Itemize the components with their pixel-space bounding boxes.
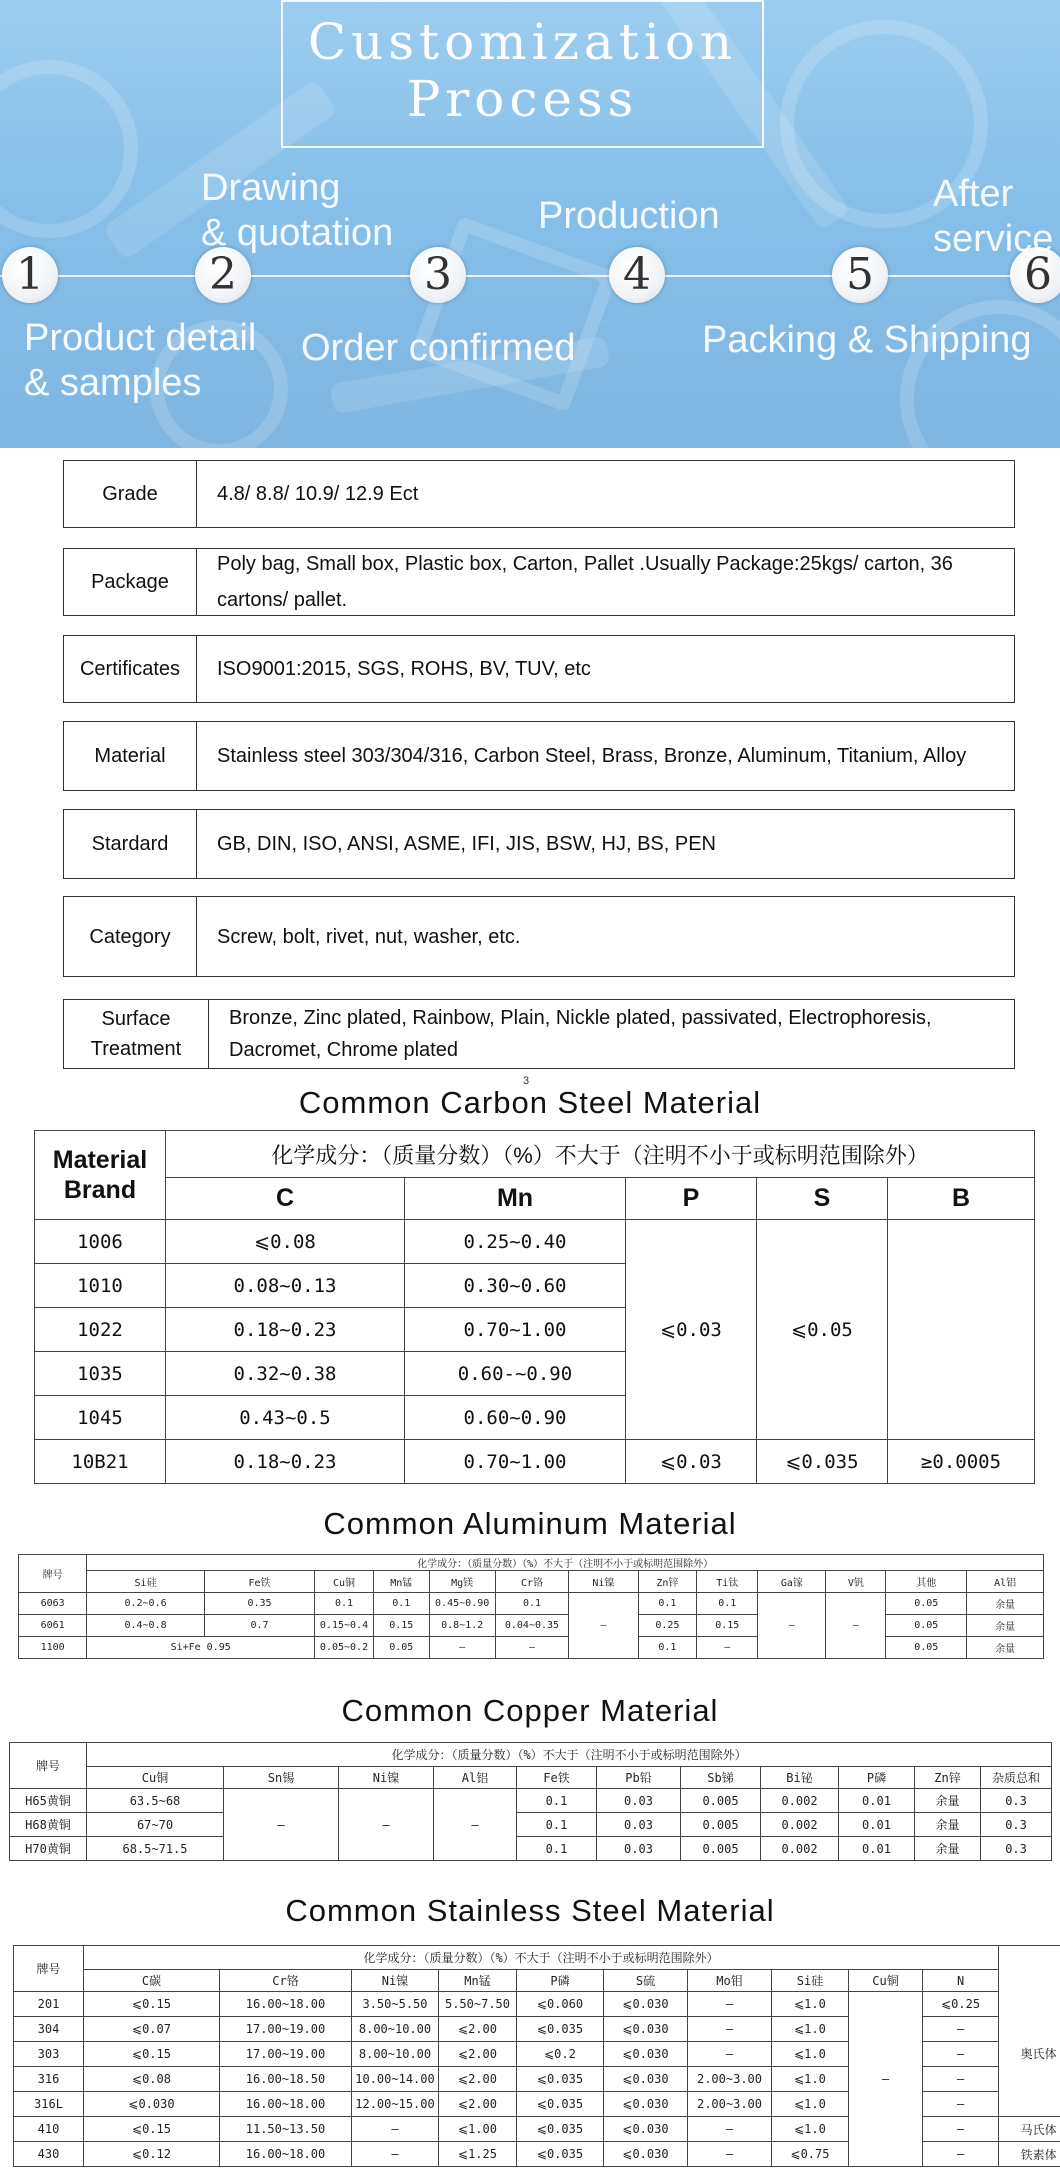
- col-header: Mg镁: [429, 1571, 495, 1593]
- col-header: Al铝: [434, 1767, 517, 1789]
- aluminum-composition-header: 化学成分：（质量分数）（%）不大于（注明不小于或标明范围除外）: [87, 1555, 1044, 1571]
- spec-key: Category: [64, 897, 197, 976]
- value-cell: 68.5~71.5: [87, 1837, 224, 1861]
- spec-value: Bronze, Zinc plated, Rainbow, Plain, Nickle plated, passivated, Electrophoresis, Dacromet, Chrome plated: [229, 1007, 932, 1061]
- value-cell: 3.50~5.50: [352, 1992, 439, 2017]
- brand-cell: 1035: [35, 1352, 166, 1396]
- copper-composition-header: 化学成分：（质量分数）（%）不大于（注明不小于或标明范围除外）: [87, 1743, 1052, 1767]
- value-cell: ⩽0.030: [604, 2017, 688, 2042]
- col-header: P磷: [517, 1970, 604, 1992]
- value-cell: ⩽0.035: [517, 2142, 604, 2167]
- value-cell: 0.05: [373, 1637, 429, 1659]
- value-cell: 0.05: [886, 1615, 967, 1637]
- spec-row-material: [63, 721, 1015, 791]
- value-cell: 余量: [915, 1837, 981, 1861]
- p-shared-cell: ⩽0.03: [626, 1220, 757, 1440]
- value-cell: 0.1: [315, 1593, 374, 1615]
- b-empty-cell: [888, 1220, 1035, 1440]
- step-4-label: Production: [538, 195, 720, 237]
- brand-cell: 201: [14, 1992, 84, 2017]
- value-cell: 8.00~10.00: [352, 2017, 439, 2042]
- col-header: Sb锑: [681, 1767, 761, 1789]
- carbon-steel-title: Common Carbon Steel Material: [298, 1085, 762, 1120]
- col-header: Ni镍: [352, 1970, 439, 1992]
- brand-cell: H65黄铜: [10, 1789, 87, 1813]
- step-5-circle: 5: [832, 247, 888, 303]
- value-cell: —: [923, 2142, 999, 2167]
- value-cell: 0.05: [886, 1593, 967, 1615]
- value-cell: ⩽1.0: [772, 2042, 849, 2067]
- value-cell: 0.1: [638, 1593, 697, 1615]
- c-cell: 0.08~0.13: [166, 1264, 405, 1308]
- carbon-col-b: B: [888, 1178, 1035, 1220]
- col-header: C碳: [84, 1970, 220, 1992]
- spec-value: Screw, bolt, rivet, nut, washer, etc.: [217, 925, 521, 948]
- process-timeline: [0, 275, 1060, 277]
- col-header: P磷: [839, 1767, 915, 1789]
- value-cell: 0.3: [981, 1813, 1052, 1837]
- table-row: [14, 1992, 1060, 2017]
- value-cell: 0.005: [681, 1837, 761, 1861]
- value-cell: ⩽2.00: [439, 2092, 517, 2117]
- value-cell: ⩽0.2: [517, 2042, 604, 2067]
- banner-title-box: [281, 0, 764, 148]
- value-cell: 16.00~18.00: [220, 1992, 352, 2017]
- value-cell: ⩽1.0: [772, 2067, 849, 2092]
- value-cell: 17.00~19.00: [220, 2017, 352, 2042]
- spec-key: Surface Treatment: [64, 1000, 209, 1068]
- stainless-composition-header: 化学成分：（质量分数）（%）不大于（注明不小于或标明范围除外）: [84, 1946, 999, 1970]
- col-header: Fe铁: [204, 1571, 314, 1593]
- value-cell: 0.1: [373, 1593, 429, 1615]
- col-header: Ti钛: [697, 1571, 758, 1593]
- value-cell: 17.00~19.00: [220, 2042, 352, 2067]
- value-cell: ⩽0.030: [604, 2042, 688, 2067]
- col-header: 杂质总和: [981, 1767, 1052, 1789]
- c-cell: 0.18~0.23: [166, 1308, 405, 1352]
- spec-value: Poly bag, Small box, Plastic box, Carton, Pallet .Usually Package:25kgs/ carton, 36 cartons/ pallet.: [217, 553, 953, 611]
- carbon-steel-table: [34, 1130, 1035, 1484]
- value-cell: 0.05: [886, 1637, 967, 1659]
- value-cell: 余量: [967, 1615, 1044, 1637]
- value-cell: ⩽0.15: [84, 1992, 220, 2017]
- brand-cell: 304: [14, 2017, 84, 2042]
- spec-row-surface-treatment: [63, 999, 1015, 1069]
- value-cell: —: [688, 2042, 772, 2067]
- value-cell: ⩽0.030: [604, 1992, 688, 2017]
- col-header: Mn锰: [439, 1970, 517, 1992]
- value-cell: ⩽0.08: [84, 2067, 220, 2092]
- structure-cell: 马氏体: [999, 2117, 1060, 2142]
- value-cell: 0.1: [517, 1837, 597, 1861]
- col-header: Sn锡: [224, 1767, 339, 1789]
- banner-title-line1: Customization: [307, 13, 738, 71]
- step-2-label: Drawing & quotation: [201, 167, 394, 254]
- value-cell: ⩽0.060: [517, 1992, 604, 2017]
- brand-cell: 316: [14, 2067, 84, 2092]
- structure-cell: 奥氏体: [999, 1992, 1060, 2117]
- customization-process-banner: [0, 0, 1060, 448]
- brand-cell: 1006: [35, 1220, 166, 1264]
- value-cell: 0.2~0.6: [87, 1593, 205, 1615]
- table-row: [19, 1593, 1044, 1615]
- spec-key: Grade: [64, 461, 197, 527]
- value-cell: —: [923, 2092, 999, 2117]
- value-cell: ⩽0.030: [604, 2067, 688, 2092]
- col-header: Fe铁: [517, 1767, 597, 1789]
- step-5-label: Packing & Shipping: [702, 319, 1032, 361]
- value-cell: ⩽2.00: [439, 2017, 517, 2042]
- brand-cell: 1045: [35, 1396, 166, 1440]
- value-cell: ⩽0.07: [84, 2017, 220, 2042]
- col-header: Ni镍: [569, 1571, 638, 1593]
- value-cell: ⩽0.15: [84, 2042, 220, 2067]
- col-header: Si硅: [87, 1571, 205, 1593]
- spec-value: ISO9001:2015, SGS, ROHS, BV, TUV, etc: [217, 658, 591, 680]
- col-header: Ga镓: [758, 1571, 826, 1593]
- value-cell: 12.00~15.00: [352, 2092, 439, 2117]
- value-cell: ⩽1.25: [439, 2142, 517, 2167]
- value-cell: ⩽0.030: [84, 2092, 220, 2117]
- value-cell: ⩽0.035: [517, 2117, 604, 2142]
- copper-brand-header: 牌号: [10, 1743, 87, 1789]
- c-cell: ⩽0.08: [166, 1220, 405, 1264]
- step-2-circle: 2: [195, 247, 251, 303]
- table-row: [10, 1813, 1052, 1837]
- value-cell: 余量: [915, 1813, 981, 1837]
- value-cell: 0.35: [204, 1593, 314, 1615]
- spec-value: Stainless steel 303/304/316, Carbon Steel, Brass, Bronze, Aluminum, Titanium, Alloy: [217, 745, 967, 767]
- s-cell: ⩽0.035: [757, 1440, 888, 1484]
- value-cell: ⩽0.030: [604, 2117, 688, 2142]
- value-cell: —: [352, 2117, 439, 2142]
- value-cell: —: [849, 1992, 923, 2167]
- value-cell: —: [923, 2067, 999, 2092]
- banner-title-line2: Process: [406, 70, 639, 128]
- spec-row-package: [63, 548, 1015, 616]
- value-cell: ⩽0.035: [517, 2067, 604, 2092]
- value-cell: 余量: [967, 1593, 1044, 1615]
- value-cell: 0.04~0.35: [495, 1615, 569, 1637]
- value-cell: 11.50~13.50: [220, 2117, 352, 2142]
- value-cell: ⩽0.25: [923, 1992, 999, 2017]
- mn-cell: 0.30~0.60: [405, 1264, 626, 1308]
- value-cell: 0.002: [761, 1813, 839, 1837]
- col-header: Cr铬: [495, 1571, 569, 1593]
- value-cell: —: [688, 1992, 772, 2017]
- step-3-circle: 3: [410, 247, 466, 303]
- col-header: Cu铜: [87, 1767, 224, 1789]
- value-cell: 63.5~68: [87, 1789, 224, 1813]
- value-cell: ⩽0.12: [84, 2142, 220, 2167]
- value-cell: 余量: [967, 1637, 1044, 1659]
- value-cell: 余量: [915, 1789, 981, 1813]
- spec-value: GB, DIN, ISO, ANSI, ASME, IFI, JIS, BSW, HJ, BS, PEN: [217, 833, 717, 855]
- value-cell: —: [429, 1637, 495, 1659]
- value-cell: 0.1: [517, 1789, 597, 1813]
- table-row: [35, 1440, 1035, 1484]
- step-3-label: Order confirmed: [301, 327, 576, 369]
- c-cell: 0.43~0.5: [166, 1396, 405, 1440]
- spec-value: 4.8/ 8.8/ 10.9/ 12.9 Ect: [217, 483, 419, 505]
- mn-cell: 0.60-~0.90: [405, 1352, 626, 1396]
- value-cell: 0.4~0.8: [87, 1615, 205, 1637]
- value-cell: 0.01: [839, 1813, 915, 1837]
- spec-key: Certificates: [64, 636, 197, 702]
- col-header: Al铝: [967, 1571, 1044, 1593]
- table-row: [19, 1637, 1044, 1659]
- col-header: Bi铋: [761, 1767, 839, 1789]
- table-row: [10, 1837, 1052, 1861]
- spec-key: Material: [64, 722, 197, 790]
- col-header: Zn锌: [915, 1767, 981, 1789]
- value-cell: 0.8~1.2: [429, 1615, 495, 1637]
- brand-cell: 303: [14, 2042, 84, 2067]
- value-cell: 0.1: [495, 1593, 569, 1615]
- c-cell: 0.18~0.23: [166, 1440, 405, 1484]
- value-cell: 0.01: [839, 1837, 915, 1861]
- value-cell: —: [688, 2142, 772, 2167]
- col-header: Mn锰: [373, 1571, 429, 1593]
- aluminum-brand-header: 牌号: [19, 1555, 87, 1593]
- page-number: 3: [523, 1075, 530, 1087]
- value-cell: ⩽1.0: [772, 2117, 849, 2142]
- value-cell: ⩽0.030: [604, 2092, 688, 2117]
- spec-row-standard: [63, 809, 1015, 879]
- value-cell: 67~70: [87, 1813, 224, 1837]
- col-header: 其他: [886, 1571, 967, 1593]
- table-row: [19, 1615, 1044, 1637]
- c-cell: 0.32~0.38: [166, 1352, 405, 1396]
- table-row: [35, 1220, 1035, 1264]
- copper-title: Common Copper Material: [341, 1693, 719, 1728]
- value-cell: —: [569, 1593, 638, 1659]
- value-cell: 0.15: [697, 1615, 758, 1637]
- col-header: N: [923, 1970, 999, 1992]
- value-cell: ⩽1.00: [439, 2117, 517, 2142]
- col-header: Cr铬: [220, 1970, 352, 1992]
- b-cell: ≥0.0005: [888, 1440, 1035, 1484]
- value-cell: —: [758, 1593, 826, 1659]
- value-cell: —: [339, 1789, 434, 1861]
- value-cell: 0.1: [697, 1593, 758, 1615]
- mn-cell: 0.25~0.40: [405, 1220, 626, 1264]
- value-cell: —: [697, 1637, 758, 1659]
- structure-cell: 铁素体: [999, 2142, 1060, 2167]
- col-header: Cu铜: [315, 1571, 374, 1593]
- value-cell: 16.00~18.50: [220, 2067, 352, 2092]
- value-cell: 0.15~0.4: [315, 1615, 374, 1637]
- value-cell: 0.25: [638, 1615, 697, 1637]
- step-1-circle: 1: [2, 247, 58, 303]
- col-header: Pb铅: [597, 1767, 681, 1789]
- col-header: Si硅: [772, 1970, 849, 1992]
- carbon-col-p: P: [626, 1178, 757, 1220]
- value-cell: 2.00~3.00: [688, 2092, 772, 2117]
- brand-cell: 430: [14, 2142, 84, 2167]
- value-cell: —: [495, 1637, 569, 1659]
- value-cell: 0.1: [638, 1637, 697, 1659]
- col-header: Zn锌: [638, 1571, 697, 1593]
- brand-cell: H70黄铜: [10, 1837, 87, 1861]
- mn-cell: 0.70~1.00: [405, 1440, 626, 1484]
- aluminum-table: [18, 1554, 1044, 1659]
- mn-cell: 0.60~0.90: [405, 1396, 626, 1440]
- value-cell: 0.7: [204, 1615, 314, 1637]
- value-cell: ⩽0.035: [517, 2017, 604, 2042]
- value-cell: 0.03: [597, 1789, 681, 1813]
- brand-cell: 1010: [35, 1264, 166, 1308]
- value-cell: ⩽2.00: [439, 2067, 517, 2092]
- value-cell: —: [688, 2117, 772, 2142]
- carbon-col-c: C: [166, 1178, 405, 1220]
- stainless-brand-header: 牌号: [14, 1946, 84, 1992]
- p-cell: ⩽0.03: [626, 1440, 757, 1484]
- value-cell: 0.002: [761, 1837, 839, 1861]
- step-6-circle: 6: [1010, 247, 1060, 303]
- col-header: V钒: [826, 1571, 886, 1593]
- value-cell: 16.00~18.00: [220, 2142, 352, 2167]
- value-cell: 0.15: [373, 1615, 429, 1637]
- copper-table: [9, 1742, 1052, 1861]
- carbon-col-mn: Mn: [405, 1178, 626, 1220]
- value-cell: 0.01: [839, 1789, 915, 1813]
- brand-cell: 1100: [19, 1637, 87, 1659]
- value-cell: ⩽0.030: [604, 2142, 688, 2167]
- value-cell: —: [352, 2142, 439, 2167]
- col-header: Mo钼: [688, 1970, 772, 1992]
- step-4-circle: 4: [609, 247, 665, 303]
- value-cell: 0.3: [981, 1789, 1052, 1813]
- value-cell: 10.00~14.00: [352, 2067, 439, 2092]
- value-cell: 16.00~18.00: [220, 2092, 352, 2117]
- step-1-label: Product detail & samples: [24, 317, 257, 404]
- value-cell: ⩽0.15: [84, 2117, 220, 2142]
- mn-cell: 0.70~1.00: [405, 1308, 626, 1352]
- value-cell: —: [434, 1789, 517, 1861]
- value-cell: ⩽0.75: [772, 2142, 849, 2167]
- nut-decoration-icon: [0, 60, 138, 238]
- value-cell: 0.3: [981, 1837, 1052, 1861]
- value-cell: —: [688, 2017, 772, 2042]
- value-cell: 0.03: [597, 1813, 681, 1837]
- brand-cell: H68黄铜: [10, 1813, 87, 1837]
- col-header: S硫: [604, 1970, 688, 1992]
- value-cell: 0.1: [517, 1813, 597, 1837]
- value-cell: ⩽0.035: [517, 2092, 604, 2117]
- value-cell: 2.00~3.00: [688, 2067, 772, 2092]
- value-cell: 0.03: [597, 1837, 681, 1861]
- carbon-col-s: S: [757, 1178, 888, 1220]
- value-cell: —: [224, 1789, 339, 1861]
- stainless-title: Common Stainless Steel Material: [285, 1893, 775, 1928]
- value-cell: ⩽2.00: [439, 2042, 517, 2067]
- spec-row-certificates: [63, 635, 1015, 703]
- structure-header-empty: [999, 1946, 1060, 1992]
- brand-cell: 410: [14, 2117, 84, 2142]
- value-cell: 8.00~10.00: [352, 2042, 439, 2067]
- spec-row-category: [63, 896, 1015, 977]
- brand-cell: 10B21: [35, 1440, 166, 1484]
- brand-cell: 1022: [35, 1308, 166, 1352]
- value-cell: —: [923, 2042, 999, 2067]
- carbon-composition-header: 化学成分：（质量分数）（%）不大于（注明不小于或标明范围除外）: [166, 1131, 1035, 1178]
- value-cell: 0.45~0.90: [429, 1593, 495, 1615]
- brand-cell: 6063: [19, 1593, 87, 1615]
- value-cell: —: [826, 1593, 886, 1659]
- value-cell: ⩽1.0: [772, 2017, 849, 2042]
- aluminum-title: Common Aluminum Material: [323, 1506, 737, 1541]
- value-cell: 0.005: [681, 1813, 761, 1837]
- col-header: Cu铜: [849, 1970, 923, 1992]
- spec-row-grade: [63, 460, 1015, 528]
- brand-cell: 316L: [14, 2092, 84, 2117]
- spec-key: Package: [64, 549, 197, 615]
- s-shared-cell: ⩽0.05: [757, 1220, 888, 1440]
- stainless-table: [13, 1945, 1060, 2167]
- value-cell: ⩽1.0: [772, 1992, 849, 2017]
- brand-cell: 6061: [19, 1615, 87, 1637]
- value-cell: Si+Fe 0.95: [87, 1637, 315, 1659]
- table-row: [10, 1789, 1052, 1813]
- value-cell: 0.05~0.2: [315, 1637, 374, 1659]
- col-header: Ni镍: [339, 1767, 434, 1789]
- value-cell: 5.50~7.50: [439, 1992, 517, 2017]
- value-cell: —: [923, 2117, 999, 2142]
- value-cell: ⩽1.0: [772, 2092, 849, 2117]
- value-cell: —: [923, 2017, 999, 2042]
- carbon-brand-header: Material Brand: [35, 1131, 166, 1220]
- step-6-label: After service: [933, 173, 1054, 260]
- value-cell: 0.005: [681, 1789, 761, 1813]
- value-cell: 0.002: [761, 1789, 839, 1813]
- spec-key: Stardard: [64, 810, 197, 878]
